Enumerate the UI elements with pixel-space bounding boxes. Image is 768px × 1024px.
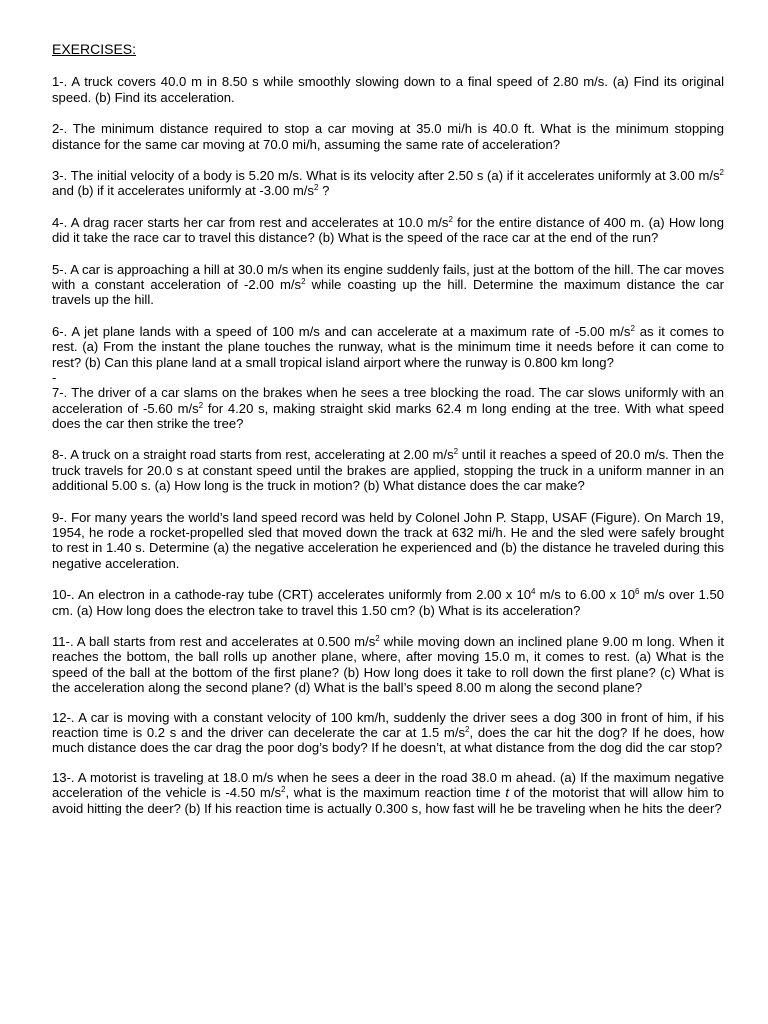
exercise-text: of the motorist that will allow him to avoid hitting the deer? (b) If his reaction time is actually 0.300 s, how fast will he be traveling when he hits the deer?	[52, 785, 725, 816]
exercise-text: The driver of a car slams on the brakes when he sees a tree blocking the road. The car slows uniformly with an acceleration of -5.60 m/s	[52, 385, 725, 416]
exercise-text: The minimum distance required to stop a car moving at 35.0 mi/h is 40.0 ft. What is the minimum stopping distance for the same car moving at 70.0 mi/h, assuming the same rate of acceleration?	[52, 121, 724, 152]
exercise-number: 8-.	[52, 447, 68, 463]
exercise-text: while moving down an inclined plane 9.00 m long. When it reaches the bottom, the ball rolls up another plane, where, after moving 15.0 m, it comes to rest. (a) What is the speed of the ball at the bottom of the first plane? (b) How long does it take to roll down the first plane? (c) What is the acceleration along the second plane? (d) What is the ball’s speed 8.00 m along the second plane?	[52, 633, 724, 696]
italic-variable: t	[505, 785, 509, 801]
exercise-text: until it reaches a speed of 20.0 m/s. Then the truck travels for 20.0 s at constant speed until the brakes are applied, stopping the truck in a uniform manner in an additional 5.00 s. (a) How long is the truck in motion? (b) What distance does the car make?	[52, 447, 724, 494]
exercise-text: A jet plane lands with a speed of 100 m/s and can accelerate at a maximum rate of -5.00 m/s	[71, 323, 631, 339]
exercise-10	[52, 587, 724, 618]
page-title: EXERCISES:	[52, 41, 137, 57]
exercise-7	[52, 385, 724, 431]
exercise-9	[52, 510, 724, 572]
superscript: 2	[465, 725, 470, 734]
exercise-6	[52, 324, 724, 370]
exercise-number: 13-.	[52, 769, 75, 785]
exercise-text: A drag racer starts her car from rest and accelerates at 10.0 m/s	[70, 214, 449, 230]
superscript: 4	[531, 587, 536, 597]
exercise-number: 7-.	[52, 385, 68, 401]
exercise-number: 11-.	[52, 633, 74, 649]
superscript: 2	[448, 214, 453, 224]
exercise-text: while coasting up the hill. Determine the maximum distance the car travels up the hill.	[52, 277, 724, 308]
exercise-2	[52, 121, 724, 152]
exercise-number: 2-.	[52, 121, 68, 137]
exercise-13	[52, 770, 724, 816]
separator-dash: -	[52, 370, 57, 386]
exercise-8	[52, 447, 724, 493]
exercise-text: A car is approaching a hill at 30.0 m/s when its engine suddenly fails, just at the bottom of the hill. The car moves with a constant acceleration of -2.00 m/s	[52, 261, 724, 293]
exercise-4	[52, 215, 724, 246]
exercise-5	[52, 262, 724, 308]
exercise-text: A truck on a straight road starts from rest, accelerating at 2.00 m/s	[70, 447, 454, 463]
exercise-3	[52, 168, 724, 199]
exercise-number: 3-.	[52, 168, 68, 184]
exercise-text: For many years the world’s land speed record was held by Colonel John P. Stapp, USAF (Figure). On March 19, 1954, he rode a rocket-propelled sled that moved down the track at 632 mi/h. He and the sled were safely brought to rest in 1.40 s. Determine (a) the negative acceleration he experienced and (b) the distance he traveled during this negative acceleration.	[52, 509, 724, 571]
superscript: 2	[719, 168, 724, 178]
superscript: 6	[634, 587, 640, 597]
exercise-text: and (b) if it accelerates uniformly at -3.00 m/s	[52, 183, 314, 199]
superscript: 2	[375, 633, 380, 643]
exercise-text: The initial velocity of a body is 5.20 m/s. What is its velocity after 2.50 s (a) if it accelerates uniformly at 3.00 m/s	[70, 168, 720, 184]
exercise-number: 12-.	[52, 709, 75, 725]
exercise-11	[52, 634, 724, 696]
exercise-text: for the entire distance of 400 m. (a) How long did it take the race car to travel this distance? (b) What is the speed of the race car at the end of the run?	[52, 214, 724, 246]
superscript: 2	[630, 323, 635, 333]
exercise-number: 9-.	[52, 509, 68, 525]
superscript: 2	[313, 183, 319, 193]
exercise-text: for 4.20 s, making straight skid marks 62.4 m long ending at the tree. With what speed does the car then strike the tree?	[52, 400, 724, 431]
exercise-text: An electron in a cathode-ray tube (CRT) accelerates uniformly from 2.00 x 10	[78, 587, 532, 603]
exercise-12	[52, 710, 724, 756]
superscript: 2	[281, 785, 286, 795]
superscript: 2	[301, 277, 306, 287]
exercise-number: 10-.	[52, 587, 75, 603]
exercise-text: , does the car hit the dog? If he does, how much distance does the car drag the poor dog’s body? If he doesn’t, at what distance from the dog did the car stop?	[52, 725, 724, 756]
exercise-text: m/s over 1.50 cm. (a) How long does the electron take to travel this 1.50 cm? (b) What is its acceleration?	[52, 587, 725, 618]
exercise-sheet	[52, 42, 724, 832]
superscript: 2	[198, 400, 204, 410]
exercise-text: A truck covers 40.0 m in 8.50 s while smoothly slowing down to a final speed of 2.80 m/s. (a) Find its original speed. (b) Find its acceleration.	[52, 74, 724, 105]
exercise-number: 6-.	[52, 323, 68, 339]
exercise-text: A motorist is traveling at 18.0 m/s when he sees a deer in the road 38.0 m ahead. (a) If the maximum negative acceleration of the vehicle is -4.50 m/s	[52, 769, 724, 801]
exercise-text: ?	[318, 183, 330, 199]
exercise-number: 4-.	[52, 214, 68, 230]
exercise-1	[52, 74, 724, 105]
exercise-text: m/s to 6.00 x 10	[535, 587, 635, 603]
exercise-text: A car is moving with a constant velocity of 100 km/h, suddenly the driver sees a dog 300 in front of him, if his reaction time is 0.2 s and the driver can decelerate the car at 1.5 m/s	[52, 709, 724, 740]
exercise-text: A ball starts from rest and accelerates at 0.500 m/s	[76, 633, 376, 649]
exercise-text: , what is the maximum reaction time	[285, 785, 506, 801]
exercise-number: 1-.	[52, 74, 68, 90]
superscript: 2	[453, 447, 459, 457]
exercise-text: as it comes to rest. (a) From the instant the plane touches the runway, what is the minimum time it needs before it can come to rest? (b) Can this plane land at a small tropical island airport where the runway is 0.800 km long?	[52, 323, 724, 370]
exercise-number: 5-.	[52, 261, 68, 277]
